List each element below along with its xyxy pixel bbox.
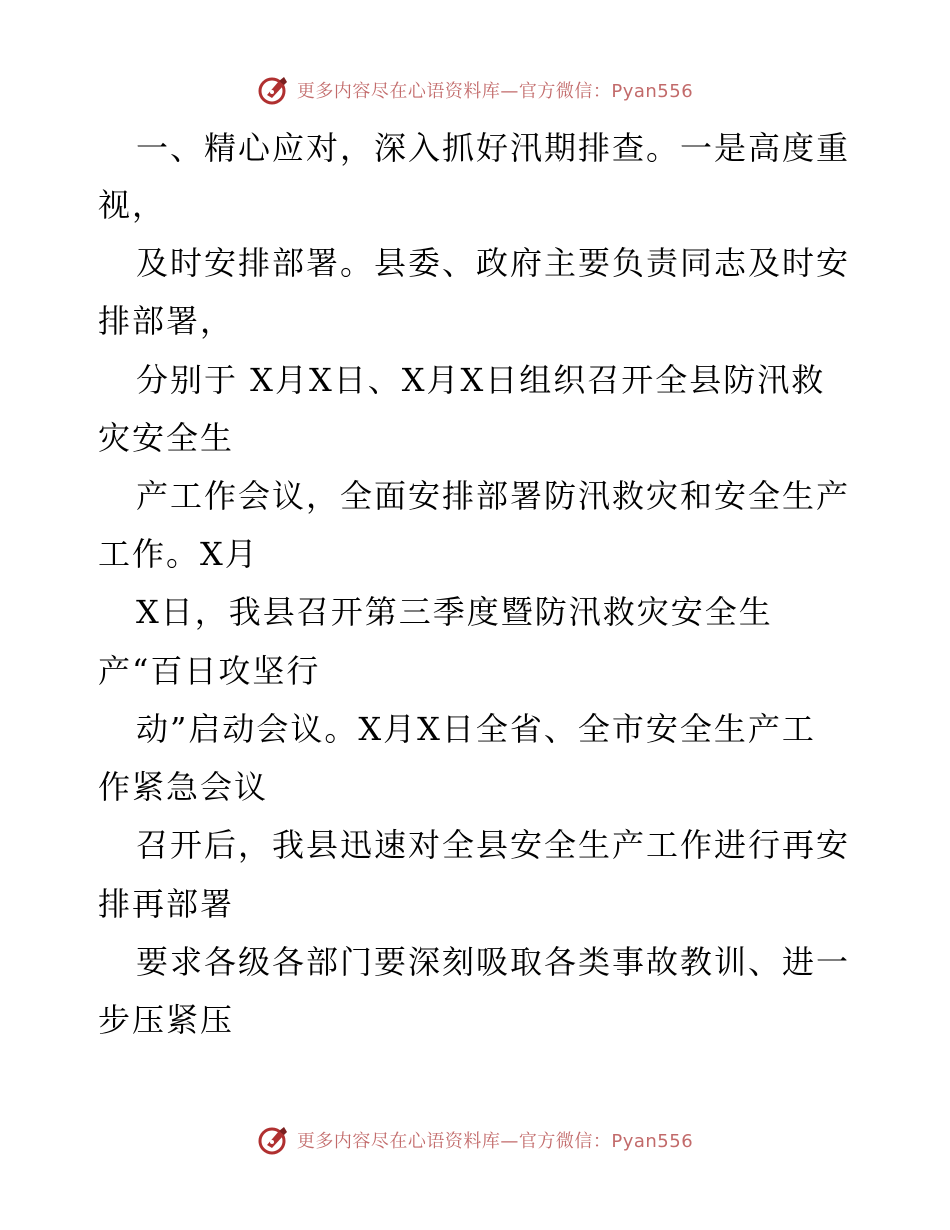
body-line-16: 步压紧压 — [98, 1001, 235, 1039]
body-line-5: 分别于 X月X日、X月X日组织召开全县防汛救 — [136, 361, 826, 399]
footer-banner-text: 更多内容尽在心语资料库—官方微信：Pyan556 — [296, 1131, 694, 1152]
footer-banner-inner — [257, 1123, 693, 1157]
body-line-8: 工作。X月 — [98, 535, 259, 573]
body-line-15: 要求各级各部门要深刻吸取各类事故教训、进一 — [136, 943, 851, 981]
body-line-11: 动”启动会议。X月X日全省、全市安全生产工 — [136, 710, 816, 748]
footer-banner — [0, 1120, 950, 1160]
body-line-3: 及时安排部署。县委、政府主要负责同志及时安 — [136, 244, 851, 282]
body-line-4: 排部署， — [98, 302, 235, 340]
body-line-10: 产“百日攻坚行 — [98, 652, 321, 690]
body-line-9: X日，我县召开第三季度暨防汛救灾安全生 — [136, 593, 773, 631]
body-line-6: 灾安全生 — [98, 419, 235, 457]
body-line-14: 排再部署 — [98, 885, 235, 923]
body-line-13: 召开后，我县迅速对全县安全生产工作进行再安 — [136, 826, 851, 864]
body-line-7: 产工作会议，全面安排部署防汛救灾和安全生产 — [136, 477, 851, 515]
body-line-12: 作紧急会议 — [98, 768, 269, 806]
body-line-1: 一、精心应对，深入抓好汛期排查。一是高度重 — [136, 129, 851, 167]
pen-nib-circle-logo-icon — [257, 1123, 291, 1157]
body-line-2: 视， — [98, 186, 167, 224]
header-banner-text: 更多内容尽在心语资料库—官方微信：Pyan556 — [296, 81, 694, 102]
